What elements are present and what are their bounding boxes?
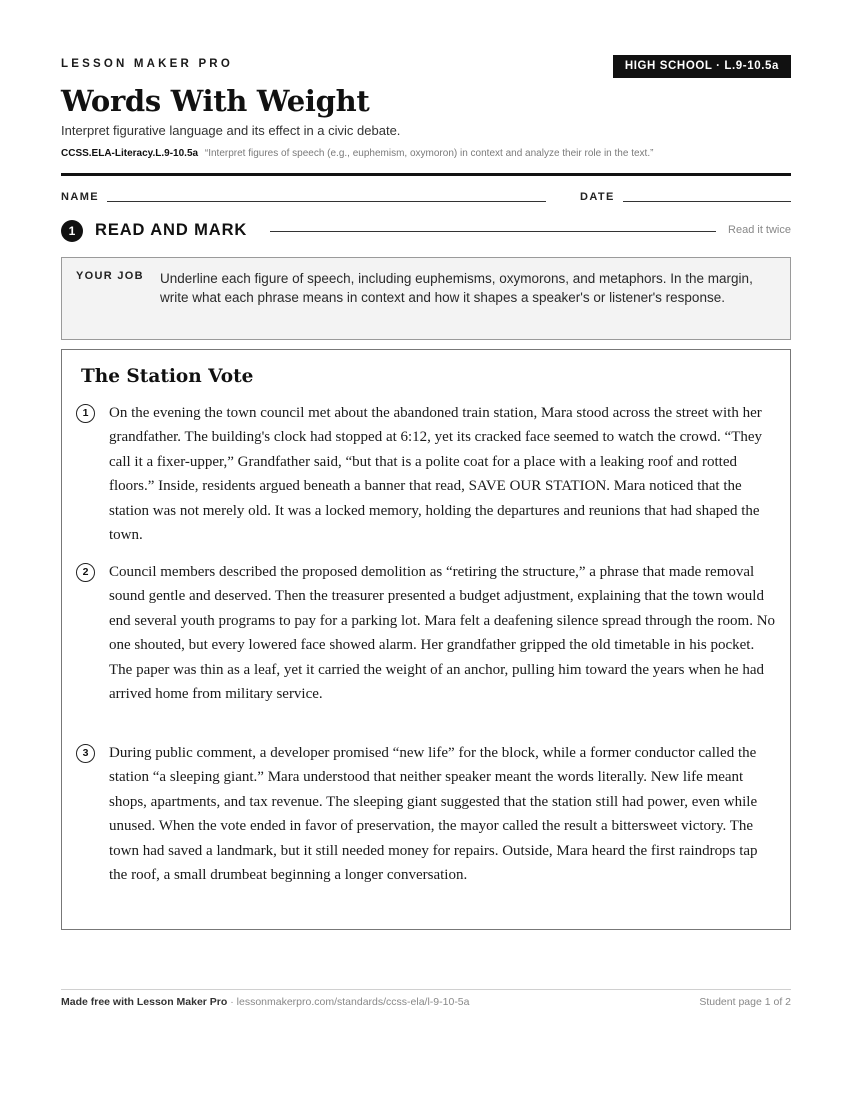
footer-page-number: Student page 1 of 2 xyxy=(699,996,791,1008)
standard-quote: “Interpret figures of speech (e.g., euphemism, oxymoron) in context and analyze their role in the text.” xyxy=(204,148,654,159)
paragraph-number: 2 xyxy=(76,563,95,582)
footer-divider xyxy=(61,989,791,990)
page-subtitle: Interpret figurative language and its effect in a civic debate. xyxy=(61,123,401,138)
paragraph-text: During public comment, a developer promised “new life” for the block, while a former conductor called the station “a sleeping giant.” Mara understood that neither speaker meant the words literally. New life meant shops, apartments, and tax revenue. The sleeping giant suggested that the station still had power, even while unused. When the vote ended in favor of preservation, the mayor called the result a bittersweet victory. The town had saved a landmark, but it still needed money for repairs. Outside, Mara heard the first raindrops tap the roof, a small drumbeat beginning a longer conversation. xyxy=(109,745,758,884)
paragraph-number: 1 xyxy=(76,404,95,423)
section-heading xyxy=(61,219,791,243)
level-badge: HIGH SCHOOL · L.9-10.5a xyxy=(613,55,791,78)
paragraph-text: Council members described the proposed demolition as “retiring the structure,” a phrase that made removal sound gentle and deserved. Then the treasurer presented a budget adjustment, explaining that the town would end several youth programs to pay for a parking lot. Mara felt a deafening silence spread through the room. No one shouted, but every lowered face showed alarm. Her grandfather gripped the old timetable in his pocket. The paper was thin as a leaf, yet it carried the weight of an anchor, pulling him toward the years when he had arrived home from military service. xyxy=(109,564,776,703)
date-label: DATE xyxy=(580,191,615,203)
footer-url[interactable]: · lessonmakerpro.com/standards/ccss-ela/l-9-10-5a xyxy=(227,996,470,1008)
standard-line xyxy=(61,148,653,159)
name-field[interactable] xyxy=(107,201,546,202)
standard-code: CCSS.ELA-Literacy.L.9-10.5a xyxy=(61,148,199,159)
passage-box xyxy=(61,349,791,930)
header-bar xyxy=(61,55,791,79)
section-divider xyxy=(270,231,716,232)
date-field[interactable] xyxy=(623,201,791,202)
instructions-text: Underline each figure of speech, including euphemisms, oxymorons, and metaphors. In the margin, write what each phrase means in context and how it shapes a speaker's or listener's response. xyxy=(160,271,753,305)
paragraph-text: On the evening the town council met about the abandoned train station, Mara stood across the street with her grandfather. The building's clock had stopped at 6:12, yet its cracked face seemed to watch the crowd. “They call it a fixer-upper,” Grandfather said, “but that is a polite coat for a place with a leaking roof and rotted floors.” Inside, residents argued beneath a banner that read, SAVE OUR STATION. Mara noticed that the station was not merely old. It was a locked memory, holding the departures and reunions that had shaped the town. xyxy=(109,405,763,544)
section-number-badge: 1 xyxy=(61,220,83,242)
name-date-row xyxy=(61,191,791,205)
name-label: NAME xyxy=(61,191,99,203)
footer-credit xyxy=(61,996,470,1008)
page-title: Words With Weight xyxy=(61,84,370,118)
paragraph-number: 3 xyxy=(76,744,95,763)
instructions-label: YOUR JOB xyxy=(76,270,144,282)
footer-made-with: Made free with Lesson Maker Pro xyxy=(61,996,228,1008)
brand-name: LESSON MAKER PRO xyxy=(61,58,233,70)
instructions-box xyxy=(61,257,791,340)
passage-title: The Station Vote xyxy=(81,366,254,387)
section-note: Read it twice xyxy=(728,224,791,236)
section-title: READ AND MARK xyxy=(95,221,248,239)
header-divider xyxy=(61,173,791,176)
